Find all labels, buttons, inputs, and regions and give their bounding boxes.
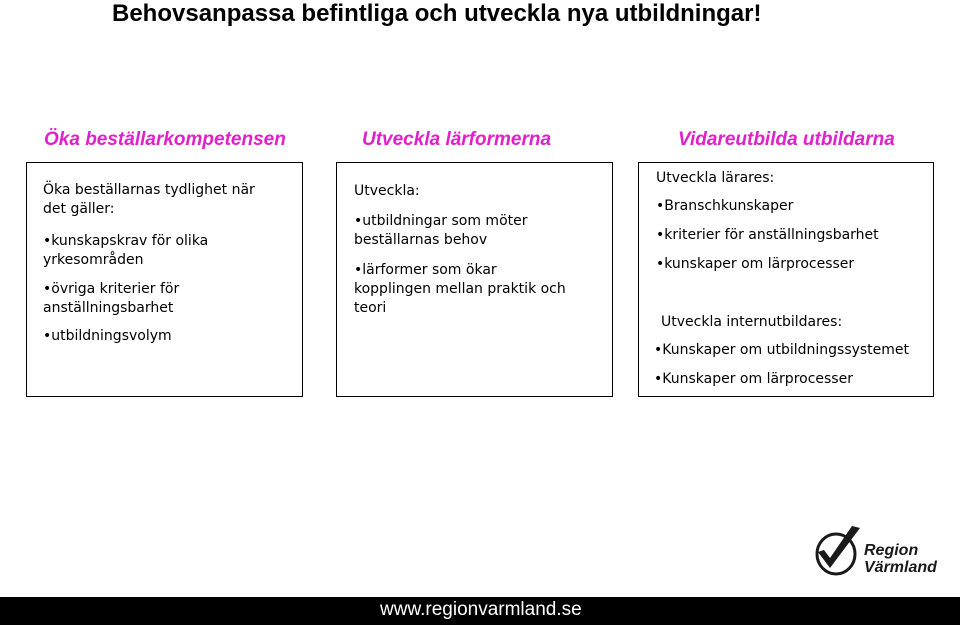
region-varmland-logo (812, 522, 942, 582)
logo-line-1: Region (864, 542, 919, 559)
intro-line: Öka beställarnas tydlighet när (43, 182, 255, 198)
bullet-item: •Kunskaper om utbildningssystemet (654, 342, 910, 358)
bullet-item-cont: yrkesområden (43, 252, 144, 268)
column-heading-2: Utveckla lärformerna (362, 129, 552, 150)
intro-line: Utveckla lärares: (656, 170, 775, 186)
bullet-item: •övriga kriterier för (43, 281, 180, 297)
bullet-item: •kriterier för anställningsbarhet (656, 227, 879, 243)
box-larformer (336, 162, 613, 397)
bullet-item-cont: teori (354, 300, 387, 316)
logo-check-icon (812, 522, 864, 582)
bullet-item: •utbildningar som möter (354, 213, 528, 229)
bullet-item: •kunskaper om lärprocesser (656, 256, 855, 272)
intro-line: Utveckla internutbildares: (661, 314, 843, 330)
bullet-item-cont: kopplingen mellan praktik och (354, 281, 566, 297)
bullet-item: •kunskapskrav för olika (43, 233, 209, 249)
bullet-item: •utbildningsvolym (43, 328, 172, 344)
footer-url-link[interactable]: www.regionvarmland.se (380, 599, 582, 620)
intro-line: Utveckla: (354, 183, 420, 199)
page-title: Behovsanpassa befintliga och utveckla nya utbildningar! (112, 0, 762, 27)
footer-bar (0, 597, 960, 625)
box-utbildare (638, 162, 934, 397)
bullet-item: •Kunskaper om lärprocesser (654, 371, 853, 387)
bullet-item-cont: beställarnas behov (354, 232, 488, 248)
logo-line-2: Värmland (864, 559, 937, 576)
column-heading-1: Öka beställarkompetensen (44, 129, 286, 150)
bullet-item: •lärformer som ökar (354, 262, 497, 278)
column-heading-3: Vidareutbilda utbildarna (678, 129, 895, 150)
intro-line: det gäller: (43, 201, 115, 217)
box-bestallarkompetens (26, 162, 303, 397)
bullet-item: •Branschkunskaper (656, 198, 794, 214)
bullet-item-cont: anställningsbarhet (43, 300, 174, 316)
